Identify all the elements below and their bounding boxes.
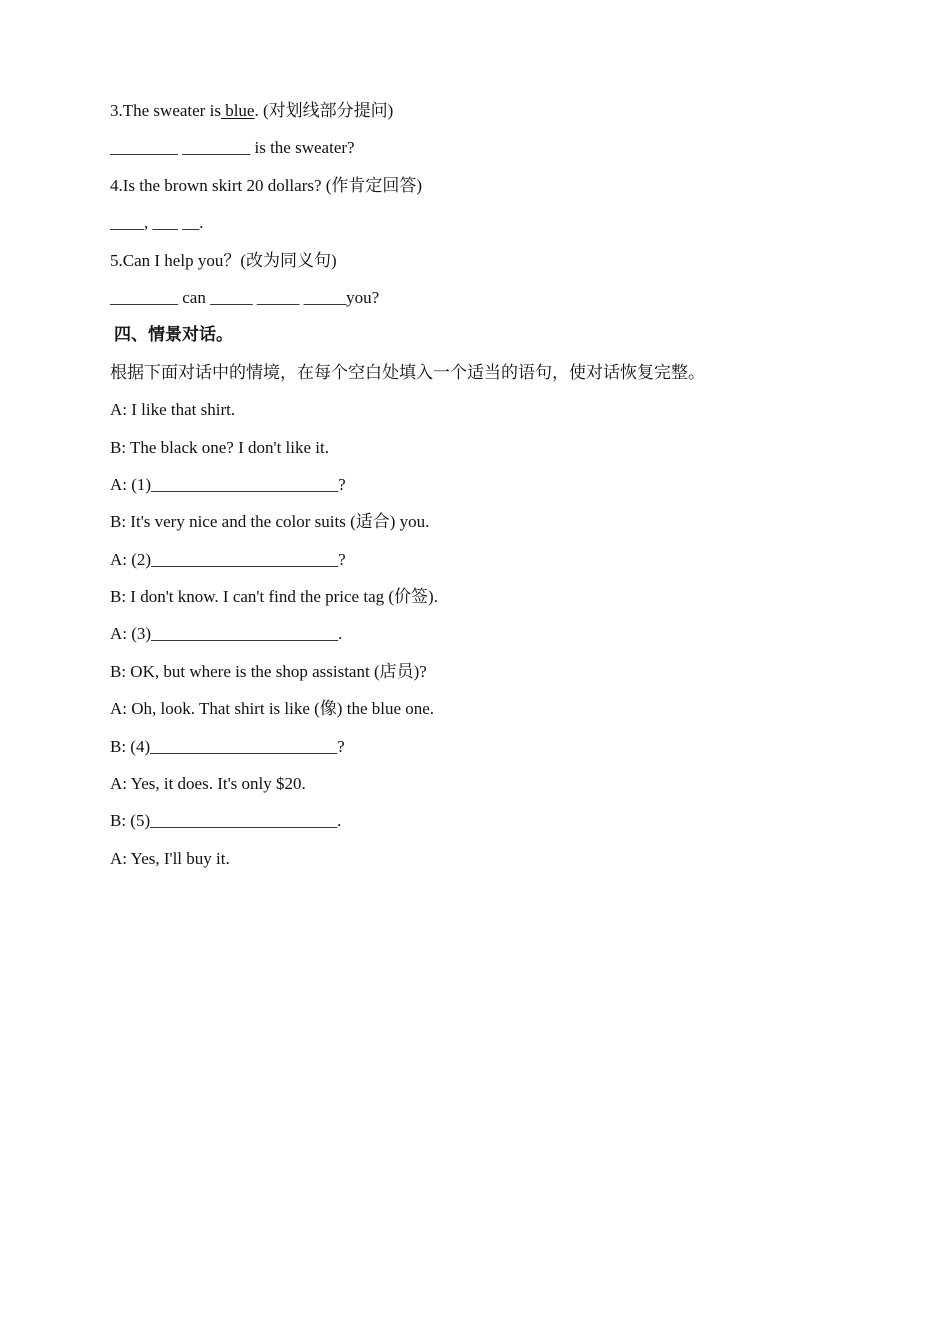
question-3-prefix: 3.The sweater is	[110, 101, 221, 120]
dialogue-line: A: Yes, it does. It's only $20.	[110, 774, 306, 794]
worksheet-page	[110, 92, 850, 877]
dialogue-line: B: It's very nice and the color suits (适合) you.	[110, 512, 430, 532]
question-5-answer: ________ can _____ _____ _____you?	[110, 287, 380, 307]
dialogue-line: B: The black one? I don't like it.	[110, 437, 329, 457]
question-5-prompt: 5.Can I help you？(改为同义句)	[110, 250, 337, 270]
dialogue-line: B: OK, but where is the shop assistant (店员)?	[110, 661, 427, 681]
question-3-answer: ________ ________ is the sweater?	[110, 138, 355, 158]
section-4-heading: 四、情景对话。	[114, 325, 233, 345]
dialogue-line: A: Yes, I'll buy it.	[110, 848, 230, 868]
dialogue-line: A: (2)______________________?	[110, 549, 346, 569]
section-4-instruction: 根据下面对话中的情境，在每个空白处填入一个适当的语句，使对话恢复完整。	[110, 362, 705, 382]
dialogue-line: B: (5)______________________.	[110, 811, 342, 831]
question-3-underlined-word: blue	[220, 101, 255, 120]
question-4-prompt: 4.Is the brown skirt 20 dollars? (作肯定回答)	[110, 175, 423, 195]
dialogue-line: A: (3)______________________.	[110, 624, 343, 644]
dialogue-line: A: (1)______________________?	[110, 474, 346, 494]
dialogue	[110, 391, 850, 877]
question-4-answer: ____, ___ __.	[110, 213, 204, 233]
dialogue-line: A: I like that shirt.	[110, 400, 236, 420]
dialogue-line: A: Oh, look. That shirt is like (像) the blue one.	[110, 699, 435, 719]
dialogue-line: B: (4)______________________?	[110, 736, 345, 756]
question-3-suffix: . (对划线部分提问)	[254, 101, 394, 120]
question-3-prompt	[110, 92, 850, 129]
dialogue-line: B: I don't know. I can't find the price tag (价签).	[110, 587, 438, 607]
